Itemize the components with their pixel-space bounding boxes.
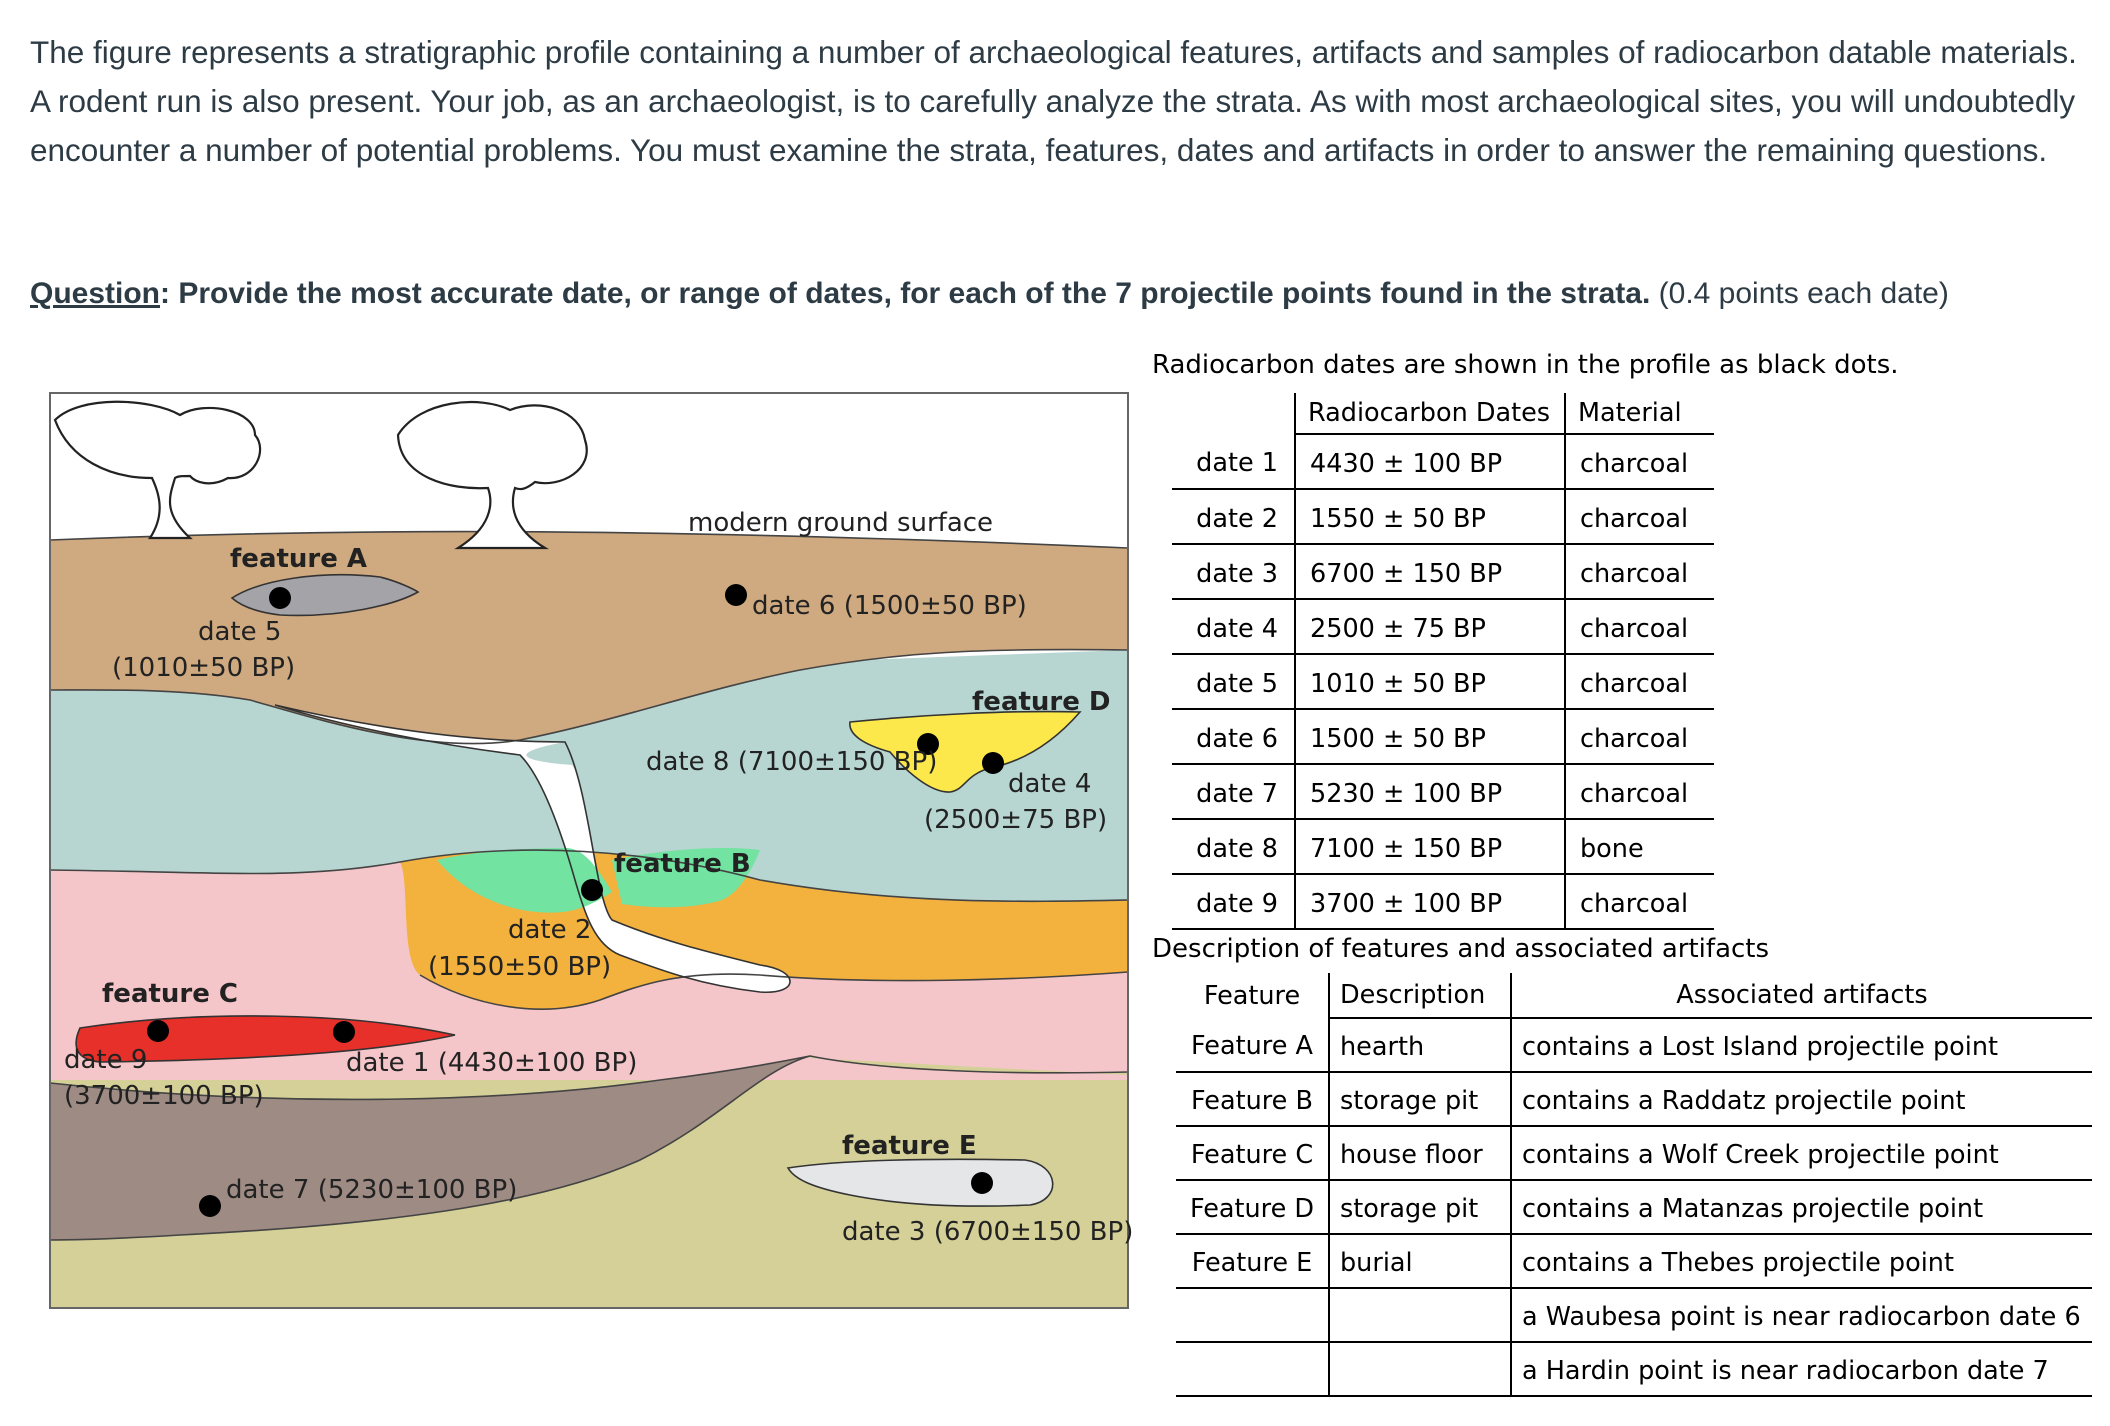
dates-table-row bbox=[1172, 819, 1714, 874]
features-row-description: storage pit bbox=[1329, 1180, 1511, 1234]
question-text: Provide the most accurate date, or range of dates, for each of the 7 projectile points found in the strata. bbox=[178, 277, 1651, 310]
question-prompt bbox=[30, 272, 2090, 316]
label-date-5-value: (1010±50 BP) bbox=[112, 653, 296, 683]
features-row-artifacts: contains a Lost Island projectile point bbox=[1511, 1018, 2092, 1072]
features-row-feature bbox=[1176, 1288, 1329, 1342]
dot-date-1 bbox=[333, 1021, 355, 1043]
features-table-row bbox=[1176, 1180, 2092, 1234]
dates-table-body bbox=[1172, 434, 1714, 929]
intro-line-1: The figure represents a stratigraphic profile containing a number of archaeological features, artifacts and samples of radiocarbon datable materials. bbox=[30, 34, 2077, 70]
label-date-5: date 5 bbox=[198, 617, 282, 647]
features-row-artifacts: a Waubesa point is near radiocarbon date 6 bbox=[1511, 1288, 2092, 1342]
dates-row-value: 7100 ± 150 BP bbox=[1295, 819, 1565, 874]
label-date-6: date 6 (1500±50 BP) bbox=[752, 591, 1027, 621]
dot-date-2 bbox=[581, 879, 603, 901]
label-date-9-value: (3700±100 BP) bbox=[64, 1081, 264, 1111]
features-table-row bbox=[1176, 1342, 2092, 1396]
features-header-feature: Feature bbox=[1203, 980, 1301, 1011]
intro-line-3: encounter a number of potential problems. You must examine the strata, features, dates and artifacts in order to answer the remaining questions. bbox=[30, 132, 2048, 168]
features-row-feature: Feature D bbox=[1176, 1180, 1329, 1234]
label-feature-b: feature B bbox=[614, 849, 751, 879]
dates-row-label: date 4 bbox=[1172, 599, 1295, 654]
dates-row-label: date 7 bbox=[1172, 764, 1295, 819]
dates-row-label: date 1 bbox=[1172, 434, 1295, 489]
features-header-artifacts: Associated artifacts bbox=[1511, 973, 2092, 1018]
features-table bbox=[1176, 973, 2092, 1397]
dot-date-3 bbox=[971, 1172, 993, 1194]
dates-row-value: 6700 ± 150 BP bbox=[1295, 544, 1565, 599]
dates-row-value: 4430 ± 100 BP bbox=[1295, 434, 1565, 489]
features-row-artifacts: contains a Raddatz projectile point bbox=[1511, 1072, 2092, 1126]
label-date-4: date 4 bbox=[1008, 769, 1092, 799]
label-feature-a: feature A bbox=[230, 544, 368, 574]
features-table-title: Description of features and associated artifacts bbox=[1152, 934, 1770, 964]
dates-table-row bbox=[1172, 434, 1714, 489]
dates-table-row bbox=[1172, 544, 1714, 599]
label-date-2-value: (1550±50 BP) bbox=[428, 952, 612, 982]
features-row-description: storage pit bbox=[1329, 1072, 1511, 1126]
features-table-row bbox=[1176, 1288, 2092, 1342]
radiocarbon-dates-table bbox=[1172, 393, 1714, 930]
features-row-artifacts: contains a Thebes projectile point bbox=[1511, 1234, 2092, 1288]
features-row-feature bbox=[1176, 1342, 1329, 1396]
dates-table-row bbox=[1172, 709, 1714, 764]
dot-date-6 bbox=[725, 584, 747, 606]
features-row-feature: Feature B bbox=[1176, 1072, 1329, 1126]
features-table-row bbox=[1176, 1018, 2092, 1072]
features-table-row bbox=[1176, 1072, 2092, 1126]
dates-row-value: 1550 ± 50 BP bbox=[1295, 489, 1565, 544]
label-feature-d: feature D bbox=[972, 687, 1111, 717]
dates-header-blank bbox=[1172, 393, 1295, 434]
dates-row-material: charcoal bbox=[1565, 874, 1714, 929]
dates-row-material: charcoal bbox=[1565, 709, 1714, 764]
dates-row-label: date 5 bbox=[1172, 654, 1295, 709]
dot-date-7 bbox=[199, 1195, 221, 1217]
dates-row-material: charcoal bbox=[1565, 764, 1714, 819]
dates-header-radiocarbon: Radiocarbon Dates bbox=[1295, 393, 1565, 434]
features-table-row bbox=[1176, 1234, 2092, 1288]
dates-table-row bbox=[1172, 764, 1714, 819]
question-colon: : bbox=[160, 277, 171, 310]
dates-table-header-row bbox=[1172, 393, 1714, 434]
dot-date-5 bbox=[269, 587, 291, 609]
features-row-description bbox=[1329, 1342, 1511, 1396]
dates-row-label: date 8 bbox=[1172, 819, 1295, 874]
question-label: Question bbox=[30, 277, 161, 310]
dates-row-value: 5230 ± 100 BP bbox=[1295, 764, 1565, 819]
features-row-feature: Feature E bbox=[1176, 1234, 1329, 1288]
dates-row-material: charcoal bbox=[1565, 599, 1714, 654]
label-date-2: date 2 bbox=[508, 915, 592, 945]
features-table-row bbox=[1176, 1126, 2092, 1180]
dates-row-material: charcoal bbox=[1565, 434, 1714, 489]
dates-table-row bbox=[1172, 654, 1714, 709]
dates-row-value: 2500 ± 75 BP bbox=[1295, 599, 1565, 654]
legend-note: Radiocarbon dates are shown in the profile as black dots. bbox=[1152, 350, 1899, 380]
features-table-body bbox=[1176, 1018, 2092, 1396]
features-row-description: burial bbox=[1329, 1234, 1511, 1288]
intro-line-2: A rodent run is also present. Your job, as an archaeologist, is to carefully analyze the strata. As with most archaeological sites, you will undoubtedly bbox=[30, 83, 2076, 119]
dates-row-value: 3700 ± 100 BP bbox=[1295, 874, 1565, 929]
label-date-3: date 3 (6700±150 BP) bbox=[842, 1217, 1134, 1247]
dates-row-label: date 9 bbox=[1172, 874, 1295, 929]
label-feature-e: feature E bbox=[842, 1131, 977, 1161]
dates-row-label: date 2 bbox=[1172, 489, 1295, 544]
dates-row-label: date 3 bbox=[1172, 544, 1295, 599]
features-table-header-row bbox=[1176, 973, 2092, 1018]
dates-row-value: 1010 ± 50 BP bbox=[1295, 654, 1565, 709]
features-row-description: house floor bbox=[1329, 1126, 1511, 1180]
label-feature-c: feature C bbox=[102, 979, 239, 1009]
label-date-8: date 8 (7100±150 BP) bbox=[646, 747, 938, 777]
dates-row-material: charcoal bbox=[1565, 544, 1714, 599]
intro-paragraph bbox=[30, 28, 2090, 175]
dates-row-value: 1500 ± 50 BP bbox=[1295, 709, 1565, 764]
features-row-artifacts: contains a Wolf Creek projectile point bbox=[1511, 1126, 2092, 1180]
label-modern-ground-surface: modern ground surface bbox=[688, 508, 994, 538]
features-row-description: hearth bbox=[1329, 1018, 1511, 1072]
dates-row-label: date 6 bbox=[1172, 709, 1295, 764]
dates-table-row bbox=[1172, 874, 1714, 929]
question-points: (0.4 points each date) bbox=[1658, 277, 1949, 310]
dates-table-row bbox=[1172, 599, 1714, 654]
features-row-feature: Feature C bbox=[1176, 1126, 1329, 1180]
dot-date-9 bbox=[147, 1020, 169, 1042]
dates-row-material: charcoal bbox=[1565, 654, 1714, 709]
label-date-9: date 9 bbox=[64, 1045, 148, 1075]
label-date-4-value: (2500±75 BP) bbox=[924, 805, 1108, 835]
features-row-artifacts: a Hardin point is near radiocarbon date 7 bbox=[1511, 1342, 2092, 1396]
dates-table-row bbox=[1172, 489, 1714, 544]
dates-row-material: charcoal bbox=[1565, 489, 1714, 544]
dot-date-4 bbox=[982, 752, 1004, 774]
features-header-description: Description bbox=[1329, 973, 1511, 1018]
dates-row-material: bone bbox=[1565, 819, 1714, 874]
label-date-7: date 7 (5230±100 BP) bbox=[226, 1175, 518, 1205]
features-row-artifacts: contains a Matanzas projectile point bbox=[1511, 1180, 2092, 1234]
label-date-1: date 1 (4430±100 BP) bbox=[346, 1048, 638, 1078]
features-row-feature: Feature A bbox=[1176, 1018, 1329, 1072]
stratigraphic-profile bbox=[0, 380, 1145, 1320]
dates-header-material: Material bbox=[1565, 393, 1714, 434]
features-row-description bbox=[1329, 1288, 1511, 1342]
